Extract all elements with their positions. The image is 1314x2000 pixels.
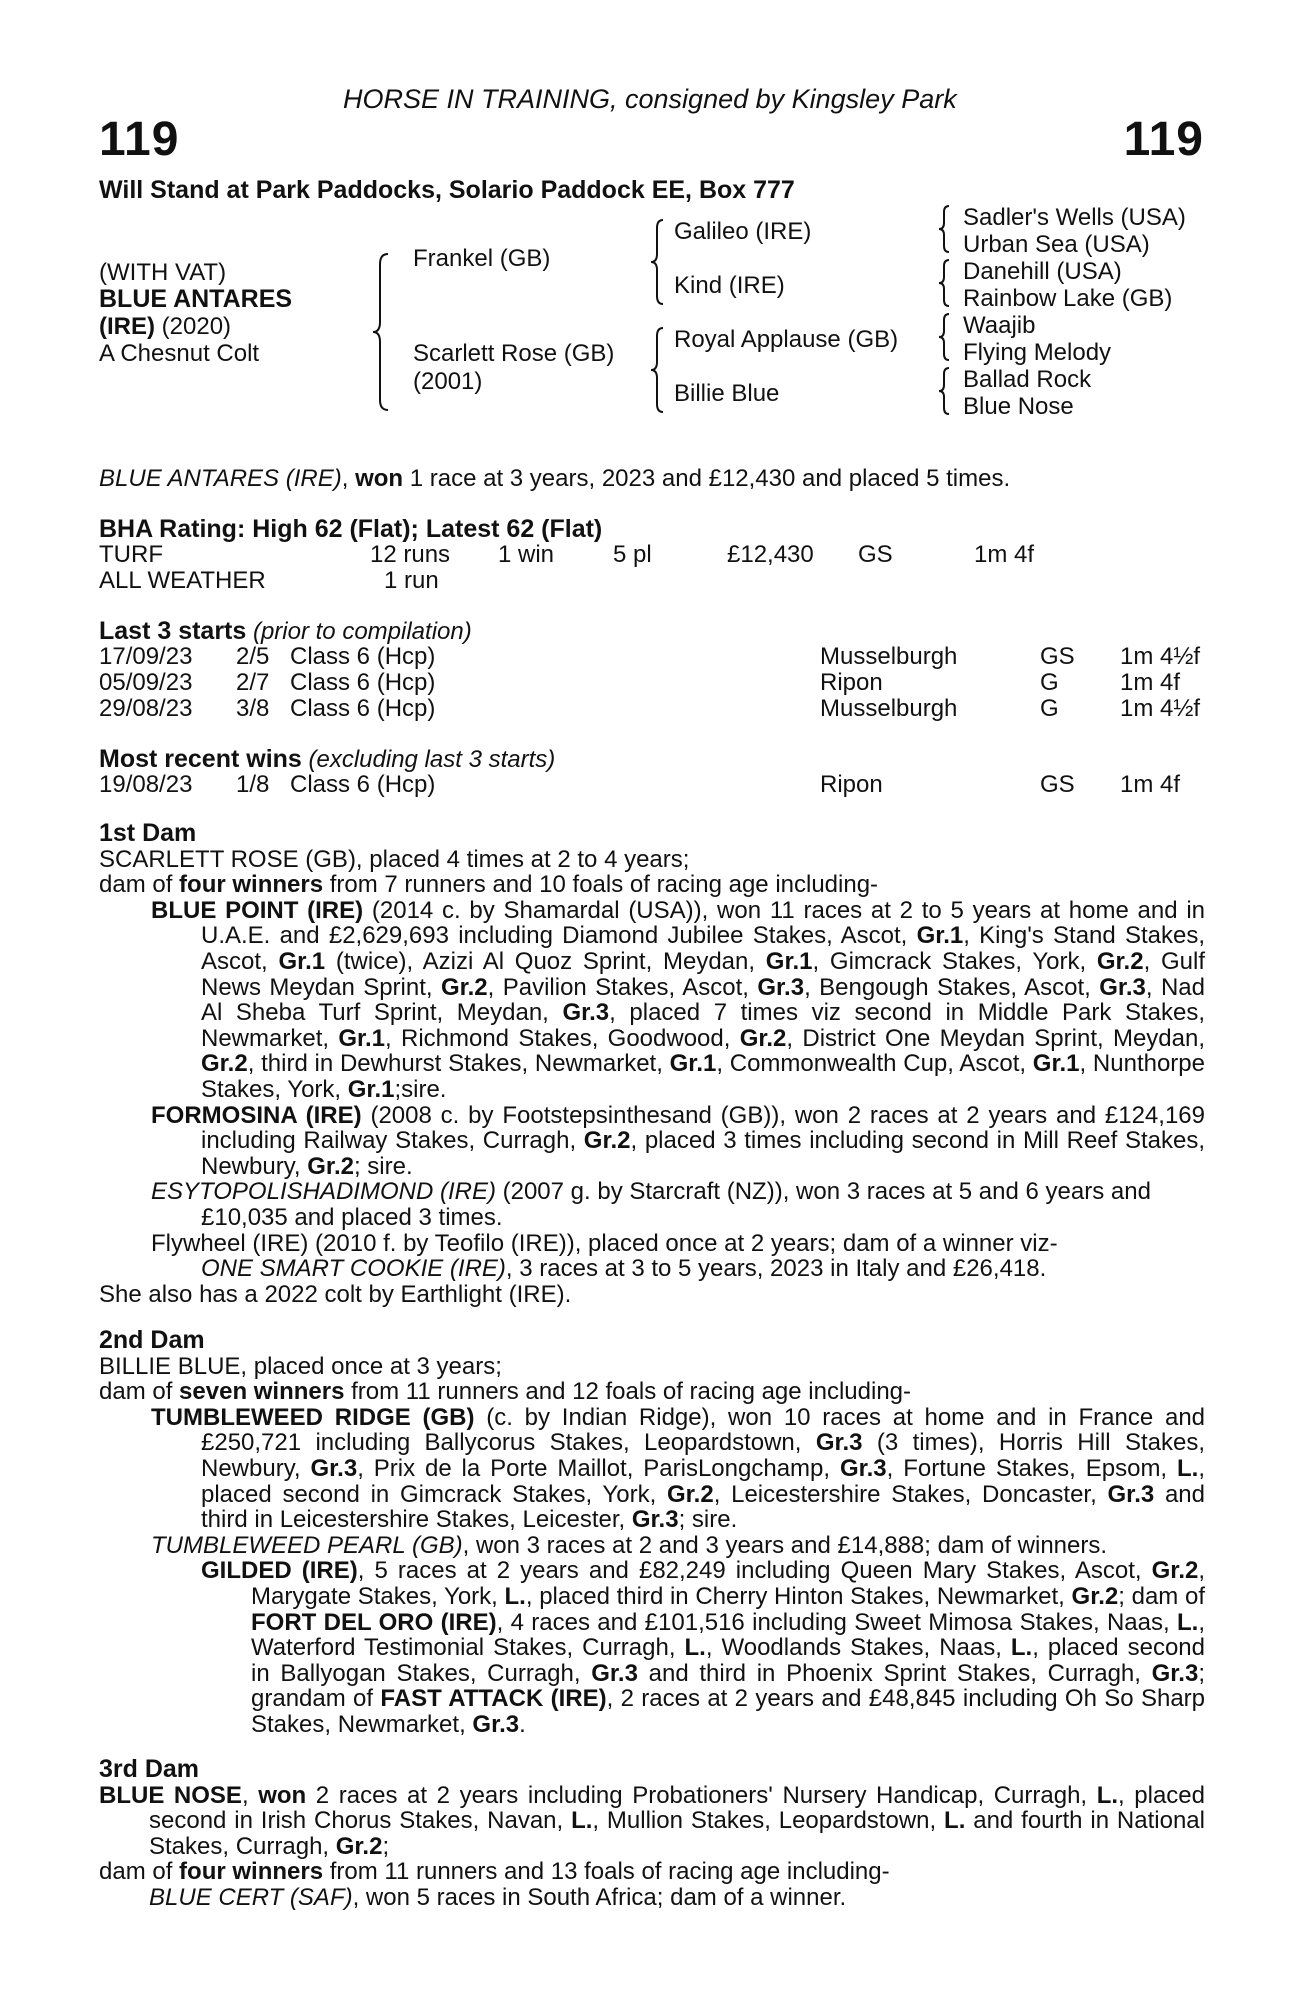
last3-row-3-col-1: 29/08/23 — [99, 695, 193, 722]
second-dam-line2: dam of seven winners from 11 runners and 12 foals of racing age including- — [99, 1378, 912, 1406]
last3-row-2-col-3: Class 6 (Hcp) — [290, 669, 436, 696]
last3-row-3-col-5: G — [1040, 695, 1059, 722]
last3-row-1-col-6: 1m 4½f — [1120, 643, 1201, 670]
last3-row-2-col-4: Ripon — [820, 669, 883, 696]
last3-row-3-col-4: Musselburgh — [820, 695, 958, 722]
pedigree-brace-5 — [936, 258, 952, 308]
pedigree-dam-sire: Royal Applause (GB) — [674, 326, 899, 353]
turf-earnings: £12,430 — [727, 541, 814, 568]
second-dam-entry-tumbleweed-pearl: TUMBLEWEED PEARL (GB), won 3 races at 2 and 3 years and £14,888; dam of winners. — [151, 1531, 1108, 1559]
pedigree-sire: Frankel (GB) — [413, 245, 551, 272]
pedigree-gen4-6: Flying Melody — [963, 339, 1112, 366]
stand-location: Will Stand at Park Paddocks, Solario Paddock EE, Box 777 — [99, 176, 795, 204]
pedigree-dam-dam: Billie Blue — [674, 380, 780, 407]
recent-row-1-col-1: 19/08/23 — [99, 771, 193, 798]
recent-row-1-col-4: Ripon — [820, 771, 883, 798]
first-dam-line1: SCARLETT ROSE (GB), placed 4 times at 2 to 4 years; — [99, 845, 690, 873]
recent-row-1-col-6: 1m 4f — [1120, 771, 1181, 798]
pedigree-dam: Scarlett Rose (GB) — [413, 340, 615, 367]
last3-row-3-col-3: Class 6 (Hcp) — [290, 695, 436, 722]
consignor-line: HORSE IN TRAINING, consigned by Kingsley Park — [343, 84, 957, 114]
third-dam-line2: dam of four winners from 11 runners and 13 foals of racing age including- — [99, 1858, 890, 1886]
third-dam-title: 3rd Dam — [99, 1755, 200, 1783]
last3-row-2-col-6: 1m 4f — [1120, 669, 1181, 696]
last3-row-3-col-6: 1m 4½f — [1120, 695, 1201, 722]
pedigree-gen4-5: Waajib — [963, 312, 1036, 339]
pedigree-sire-sire: Galileo (IRE) — [674, 218, 812, 245]
second-dam-section — [99, 1328, 1205, 1738]
horse-suffix-year: (IRE) (2020) — [99, 313, 232, 340]
race-summary: BLUE ANTARES (IRE), won 1 race at 3 years, 2023 and £12,430 and placed 5 times. — [99, 465, 1011, 492]
aw-label: ALL WEATHER — [99, 567, 266, 594]
second-dam-title: 2nd Dam — [99, 1326, 205, 1354]
lot-number-right: 119 — [1123, 113, 1204, 166]
pedigree-gen4-3: Danehill (USA) — [963, 258, 1122, 285]
last3-row-1-col-5: GS — [1040, 643, 1075, 670]
second-dam-entry-gilded: GILDED (IRE), 5 races at 2 years and £82,249 including Queen Mary Stakes, Ascot, Gr.2, Marygate Stakes, York, L., placed third in Cherry Hinton Stakes, Newmarket, Gr.2; dam of FORT DEL ORO (IRE), 4 races and £101,516 including Sweet Mimosa Stakes, Naas, L., Waterford Testimonial Stakes, Curragh, L., Woodlands Stakes, Naas, L., placed second in Ballyogan Stakes, Curragh, Gr.3 and third in Phoenix Sprint Stakes, Curragh, Gr.3; grandam of FAST ATTACK (IRE), 2 races at 2 years and £48,845 including Oh So Sharp Stakes, Newmarket, Gr.3. — [201, 1557, 1206, 1738]
last3-row-2-col-2: 2/7 — [236, 669, 270, 696]
pedigree-brace-3 — [648, 326, 666, 414]
horse-name: BLUE ANTARES — [99, 285, 293, 313]
pedigree-dam-year: (2001) — [413, 368, 483, 395]
pedigree-brace-2 — [648, 218, 666, 306]
turf-distance: 1m 4f — [974, 541, 1035, 568]
third-dam-section — [99, 1757, 1205, 1911]
pedigree-gen4-2: Urban Sea (USA) — [963, 231, 1150, 258]
third-dam-blue-nose: BLUE NOSE, won 2 races at 2 years including Probationers' Nursery Handicap, Curragh, L., placed second in Irish Chorus Stakes, Navan, L., Mullion Stakes, Leopardstown, L. and fourth in National Stakes, Curragh, Gr.2; — [99, 1781, 1205, 1860]
pedigree-sire-dam: Kind (IRE) — [674, 272, 785, 299]
aw-runs: 1 run — [384, 567, 439, 594]
horse-description: A Chesnut Colt — [99, 340, 260, 367]
pedigree-gen4-1: Sadler's Wells (USA) — [963, 204, 1186, 231]
last3-row-2-col-5: G — [1040, 669, 1059, 696]
last3-title: Last 3 starts (prior to compilation) — [99, 617, 472, 645]
last3-row-1-col-4: Musselburgh — [820, 643, 958, 670]
second-dam-line1: BILLIE BLUE, placed once at 3 years; — [99, 1352, 502, 1380]
pedigree-gen4-7: Ballad Rock — [963, 366, 1092, 393]
pedigree-gen4-8: Blue Nose — [963, 393, 1074, 420]
first-dam-also: She also has a 2022 colt by Earthlight (IRE). — [99, 1280, 572, 1308]
bha-rating-title: BHA Rating: High 62 (Flat); Latest 62 (Flat) — [99, 515, 603, 543]
pedigree-brace-4 — [936, 204, 952, 254]
third-dam-entry-blue-cert: BLUE CERT (SAF), won 5 races in South Africa; dam of a winner. — [149, 1883, 847, 1911]
recent-row-1-col-5: GS — [1040, 771, 1075, 798]
turf-going: GS — [858, 541, 893, 568]
last3-row-3-col-2: 3/8 — [236, 695, 270, 722]
pedigree-brace-1 — [370, 252, 392, 412]
first-dam-entry-formosina: FORMOSINA (IRE) (2008 c. by Footstepsinthesand (GB)), won 2 races at 2 years and £124,169 including Railway Stakes, Curragh, Gr.2, placed 3 times including second in Mill Reef Stakes, Newbury, Gr.2; sire. — [151, 1101, 1205, 1180]
second-dam-entry-tumbleweed-ridge: TUMBLEWEED RIDGE (GB) (c. by Indian Ridge), won 10 races at home and in France and £250,721 including Ballycorus Stakes, Leopardstown, Gr.3 (3 times), Horris Hill Stakes, Newbury, Gr.3, Prix de la Porte Maillot, ParisLongchamp, Gr.3, Fortune Stakes, Epsom, L., placed second in Gimcrack Stakes, York, Gr.2, Leicestershire Stakes, Doncaster, Gr.3 and third in Leicestershire Stakes, Leicester, Gr.3; sire. — [151, 1403, 1206, 1534]
turf-wins: 1 win — [498, 541, 555, 568]
lot-number-left: 119 — [99, 113, 180, 166]
first-dam-line2: dam of four winners from 7 runners and 10 foals of racing age including- — [99, 871, 879, 899]
pedigree-brace-7 — [936, 366, 952, 416]
turf-label: TURF — [99, 541, 163, 568]
recent-title: Most recent wins (excluding last 3 starts) — [99, 745, 556, 773]
last3-row-1-col-2: 2/5 — [236, 643, 270, 670]
turf-placed: 5 pl — [613, 541, 652, 568]
last3-row-1-col-1: 17/09/23 — [99, 643, 193, 670]
first-dam-title: 1st Dam — [99, 819, 197, 847]
pedigree-brace-6 — [936, 312, 952, 362]
recent-row-1-col-3: Class 6 (Hcp) — [290, 771, 436, 798]
first-dam-entry-one-smart-cookie: ONE SMART COOKIE (IRE), 3 races at 3 to 5 years, 2023 in Italy and £26,418. — [201, 1255, 1047, 1283]
last3-row-1-col-3: Class 6 (Hcp) — [290, 643, 436, 670]
turf-runs: 12 runs — [370, 541, 451, 568]
recent-row-1-col-2: 1/8 — [236, 771, 270, 798]
pedigree-gen4-4: Rainbow Lake (GB) — [963, 285, 1173, 312]
first-dam-section — [99, 821, 1205, 1307]
first-dam-entry-flywheel: Flywheel (IRE) (2010 f. by Teofilo (IRE)), placed once at 2 years; dam of a winner viz- — [151, 1229, 1058, 1257]
first-dam-entry-esytopolishadimond: ESYTOPOLISHADIMOND (IRE) (2007 g. by Starcraft (NZ)), won 3 races at 5 and 6 years and £10,035 and placed 3 times. — [151, 1178, 1151, 1231]
last3-row-2-col-1: 05/09/23 — [99, 669, 193, 696]
vat-label: (WITH VAT) — [99, 259, 227, 286]
first-dam-entry-blue-point: BLUE POINT (IRE) (2014 c. by Shamardal (USA)), won 11 races at 2 to 5 years at home and in U.A.E. and £2,629,693 including Diamond Jubilee Stakes, Ascot, Gr.1, King's Stand Stakes, Ascot, Gr.1 (twice), Azizi Al Quoz Sprint, Meydan, Gr.1, Gimcrack Stakes, York, Gr.2, Gulf News Meydan Sprint, Gr.2, Pavilion Stakes, Ascot, Gr.3, Bengough Stakes, Ascot, Gr.3, Nad Al Sheba Turf Sprint, Meydan, Gr.3, placed 7 times viz second in Middle Park Stakes, Newmarket, Gr.1, Richmond Stakes, Goodwood, Gr.2, District One Meydan Sprint, Meydan, Gr.2, third in Dewhurst Stakes, Newmarket, Gr.1, Commonwealth Cup, Ascot, Gr.1, Nunthorpe Stakes, York, Gr.1;sire. — [151, 896, 1206, 1103]
